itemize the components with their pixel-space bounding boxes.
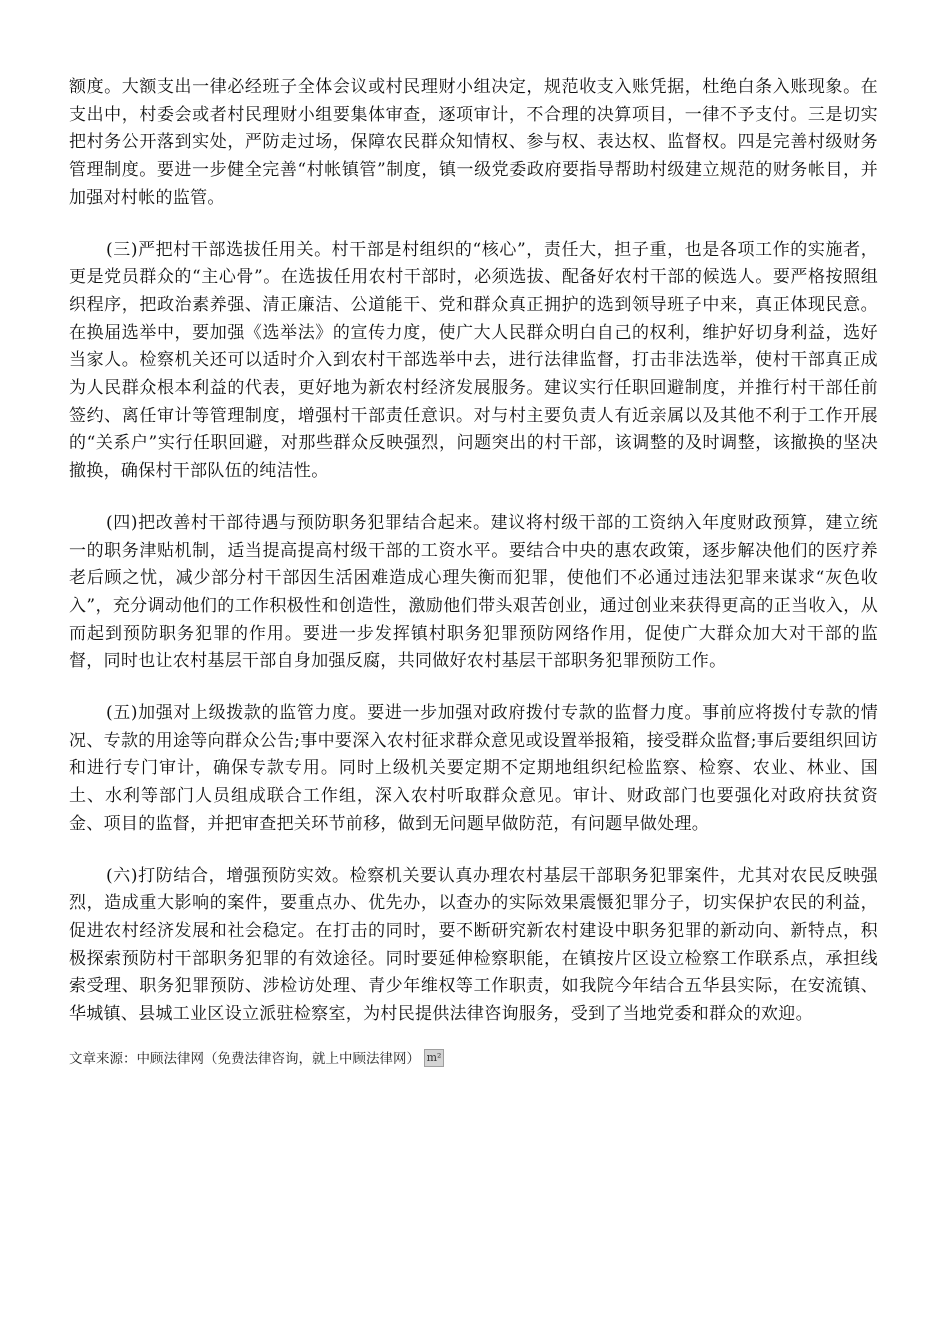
paragraph-gap: [69, 213, 878, 237]
paragraph-gap: [69, 676, 878, 700]
paragraph-finance-management: 额度。大额支出一律必经班子全体会议或村民理财小组决定，规范收支入账凭据，杜绝白条入账现象。在支出中，村委会或者村民理财小组要集体审查，逐项审计，不合理的决算项目，一律不予支付。三是切实把村务公开落到实处，严防走过场，保障农民群众知情权、参与权、表达权、监督权。四是完善村级财务管理制度。要进一步健全完善“村帐镇管”制度，镇一级党委政府要指导帮助村级建立规范的财务帐目，并加强对村帐的监管。: [69, 77, 878, 208]
paragraph-funding-supervision: (五)加强对上级拨款的监管力度。要进一步加强对政府拨付专款的监督力度。事前应将拨付专款的情况、专款的用途等向群众公告;事中要深入农村征求群众意见或设置举报箱，接受群众监督;事后要组织回访和进行专门审计，确保专款专用。同时上级机关要定期不定期地组织纪检监察、检察、农业、林业、国土、水利等部门人员组成联合工作组，深入农村听取群众意见。审计、财政部门也要强化对政府扶贫资金、项目的监督，并把审查把关环节前移，做到无问题早做防范，有问题早做处理。: [69, 703, 878, 834]
paragraph-gap: [69, 839, 878, 863]
paragraph-cadre-treatment: (四)把改善村干部待遇与预防职务犯罪结合起来。建议将村级干部的工资纳入年度财政预算，建立统一的职务津贴机制，适当提高提高村级干部的工资水平。要结合中央的惠农政策，逐步解决他们的医疗养老后顾之忧，减少部分村干部因生活困难造成心理失衡而犯罪，使他们不必通过违法犯罪来谋求“灰色收入”，充分调动他们的工作积极性和创造性，激励他们带头艰苦创业，通过创业来获得更高的正当收入，从而起到预防职务犯罪的作用。要进一步发挥镇村职务犯罪预防网络作用，促使广大群众加大对干部的监督，同时也让农村基层干部自身加强反腐，共同做好农村基层干部职务犯罪预防工作。: [69, 512, 878, 672]
article-source: [69, 1049, 878, 1069]
article-source-text: 文章来源：中顾法律网（免费法律咨询，就上中顾法律网）: [69, 1050, 420, 1067]
paragraph-cadre-selection: (三)严把村干部选拔任用关。村干部是村组织的“核心”，责任大，担子重，也是各项工作的实施者，更是党员群众的“主心骨”。在选拔任用农村干部时，必须选拔、配备好农村干部的候选人。要严格按照组织程序，把政治素养强、清正廉洁、公道能干、党和群众真正拥护的选到领导班子中来，真正体现民意。在换届选举中，要加强《选举法》的宣传力度，使广大人民群众明白自己的权利，维护好切身利益，选好当家人。检察机关还可以适时介入到农村干部选举中去，进行法律监督，打击非法选举，使村干部真正成为人民群众根本利益的代表，更好地为新农村经济发展服务。建议实行任职回避制度，并推行村干部任前签约、离任审计等管理制度，增强村干部责任意识。对与村主要负责人有近亲属以及其他不利于工作开展的“关系户”实行任职回避，对那些群众反映强烈，问题突出的村干部，该调整的及时调整，该撤换的坚决撤换，确保村干部队伍的纯洁性。: [69, 239, 878, 482]
paragraph-gap: [69, 486, 878, 510]
paragraph-combat-prevention: (六)打防结合，增强预防实效。检察机关要认真办理农村基层干部职务犯罪案件，尤其对农民反映强烈，造成重大影响的案件，要重点办、优先办，以查办的实际效果震慑犯罪分子，切实保护农民的利益，促进农村经济发展和社会稳定。在打击的同时，要不断研究新农村建设中职务犯罪的新动向、新特点，积极探索预防村干部职务犯罪的有效途径。同时要延伸检察职能，在镇按片区设立检察工作联系点，承担线索受理、职务犯罪预防、涉检访处理、青少年维权等工作职责，如我院今年结合五华县实际，在安流镇、华城镇、县城工业区设立派驻检察室，为村民提供法律咨询服务，受到了当地党委和群众的欢迎。: [69, 865, 878, 1025]
source-mark-icon[interactable]: m²: [424, 1049, 444, 1067]
